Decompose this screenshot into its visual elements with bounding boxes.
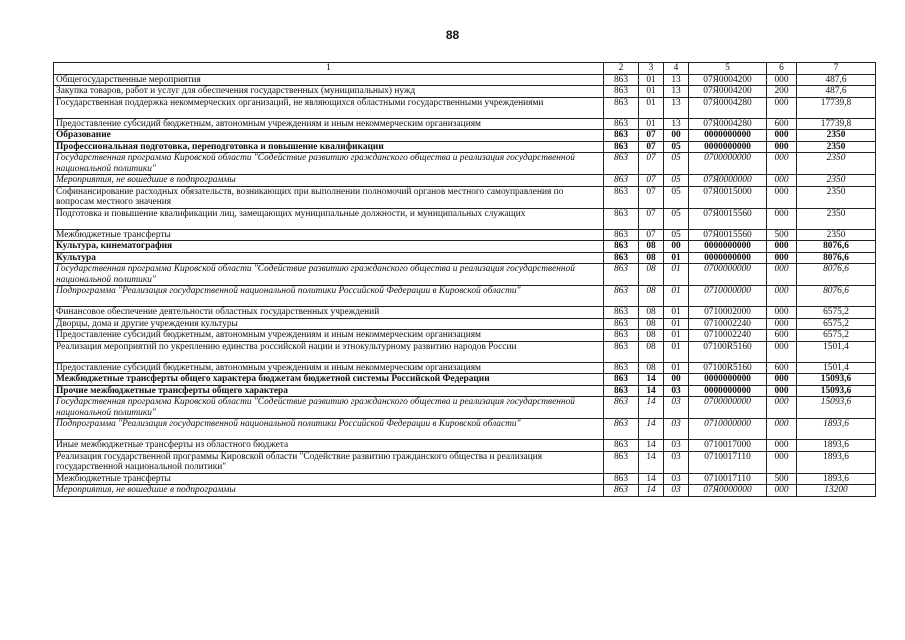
row-subsection-cell: 13	[664, 97, 689, 118]
row-name-cell: Прочие межбюджетные трансферты общего характера	[54, 385, 604, 397]
table-row	[54, 97, 876, 118]
table-row	[54, 362, 876, 374]
table-row	[54, 440, 876, 452]
row-code-cell: 863	[604, 252, 639, 264]
row-subsection-cell: 05	[664, 153, 689, 175]
row-code-cell: 863	[604, 473, 639, 485]
row-code-cell: 863	[604, 86, 639, 98]
row-subsection-cell: 03	[664, 385, 689, 397]
row-amount-cell: 17739,8	[797, 118, 876, 130]
row-code-cell: 863	[604, 264, 639, 286]
row-target-article-cell: 07Я0000000	[689, 485, 767, 497]
row-expense-type-cell: 000	[767, 153, 797, 175]
row-code-cell: 863	[604, 341, 639, 362]
row-code-cell: 863	[604, 97, 639, 118]
row-section-cell: 07	[639, 229, 664, 241]
row-name-cell: Подпрограмма "Реализация государственной национальной политики Российской Федерации в Кировской области"	[54, 419, 604, 440]
budget-table	[53, 62, 876, 497]
row-name-cell: Общегосударственные мероприятия	[54, 74, 604, 86]
row-section-cell: 14	[639, 485, 664, 497]
table-row	[54, 175, 876, 187]
row-expense-type-cell: 200	[767, 86, 797, 98]
row-subsection-cell: 05	[664, 186, 689, 208]
row-expense-type-cell: 000	[767, 97, 797, 118]
row-expense-type-cell: 600	[767, 330, 797, 342]
table-row	[54, 318, 876, 330]
row-subsection-cell: 01	[664, 286, 689, 307]
table-row	[54, 307, 876, 319]
row-target-article-cell: 07Я0004280	[689, 97, 767, 118]
row-subsection-cell: 03	[664, 419, 689, 440]
row-section-cell: 08	[639, 241, 664, 253]
row-subsection-cell: 05	[664, 175, 689, 187]
row-target-article-cell: 0700000000	[689, 153, 767, 175]
row-amount-cell: 2350	[797, 141, 876, 153]
row-subsection-cell: 01	[664, 307, 689, 319]
row-expense-type-cell: 000	[767, 141, 797, 153]
row-subsection-cell: 00	[664, 374, 689, 386]
header-col-4: 4	[664, 63, 689, 75]
row-amount-cell: 6575,2	[797, 318, 876, 330]
row-name-cell: Дворцы, дома и другие учреждения культуры	[54, 318, 604, 330]
row-expense-type-cell: 000	[767, 385, 797, 397]
row-name-cell: Образование	[54, 130, 604, 142]
row-subsection-cell: 05	[664, 229, 689, 241]
row-section-cell: 08	[639, 341, 664, 362]
row-code-cell: 863	[604, 419, 639, 440]
row-expense-type-cell: 000	[767, 208, 797, 229]
row-section-cell: 08	[639, 252, 664, 264]
row-expense-type-cell: 600	[767, 362, 797, 374]
row-name-cell: Финансовое обеспечение деятельности областных государственных учреждений	[54, 307, 604, 319]
row-code-cell: 863	[604, 241, 639, 253]
row-code-cell: 863	[604, 186, 639, 208]
row-amount-cell: 15093,6	[797, 374, 876, 386]
table-row	[54, 385, 876, 397]
row-target-article-cell: 07Я0004280	[689, 118, 767, 130]
row-subsection-cell: 13	[664, 74, 689, 86]
row-amount-cell: 1501,4	[797, 362, 876, 374]
page-number: 88	[445, 28, 460, 42]
row-expense-type-cell: 000	[767, 241, 797, 253]
row-section-cell: 01	[639, 74, 664, 86]
row-code-cell: 863	[604, 118, 639, 130]
row-subsection-cell: 00	[664, 241, 689, 253]
row-subsection-cell: 03	[664, 397, 689, 419]
table-row	[54, 252, 876, 264]
row-section-cell: 14	[639, 451, 664, 473]
row-section-cell: 07	[639, 141, 664, 153]
table-row	[54, 286, 876, 307]
row-subsection-cell: 01	[664, 252, 689, 264]
row-amount-cell: 6575,2	[797, 307, 876, 319]
row-section-cell: 08	[639, 362, 664, 374]
table-row	[54, 118, 876, 130]
row-expense-type-cell: 600	[767, 118, 797, 130]
row-target-article-cell: 0710000000	[689, 419, 767, 440]
row-target-article-cell: 0000000000	[689, 141, 767, 153]
row-expense-type-cell: 000	[767, 186, 797, 208]
row-expense-type-cell: 000	[767, 419, 797, 440]
row-code-cell: 863	[604, 440, 639, 452]
row-expense-type-cell: 000	[767, 74, 797, 86]
row-name-cell: Государственная программа Кировской области "Содействие развитию гражданского общества и реализация государственной национальной политики"	[54, 153, 604, 175]
row-amount-cell: 1501,4	[797, 341, 876, 362]
row-expense-type-cell: 000	[767, 252, 797, 264]
row-section-cell: 01	[639, 86, 664, 98]
row-amount-cell: 2350	[797, 208, 876, 229]
row-code-cell: 863	[604, 153, 639, 175]
row-expense-type-cell: 500	[767, 229, 797, 241]
row-expense-type-cell: 000	[767, 130, 797, 142]
header-col-2: 2	[604, 63, 639, 75]
row-amount-cell: 2350	[797, 153, 876, 175]
row-target-article-cell: 0710002240	[689, 318, 767, 330]
row-amount-cell: 8076,6	[797, 252, 876, 264]
table-row	[54, 419, 876, 440]
row-code-cell: 863	[604, 307, 639, 319]
row-subsection-cell: 03	[664, 451, 689, 473]
row-subsection-cell: 05	[664, 141, 689, 153]
row-name-cell: Закупка товаров, работ и услуг для обеспечения государственных (муниципальных) нужд	[54, 86, 604, 98]
row-section-cell: 07	[639, 208, 664, 229]
row-code-cell: 863	[604, 330, 639, 342]
row-amount-cell: 1893,6	[797, 419, 876, 440]
row-subsection-cell: 13	[664, 86, 689, 98]
row-expense-type-cell: 000	[767, 318, 797, 330]
row-name-cell: Предоставление субсидий бюджетным, автономным учреждениям и иным некоммерческим организациям	[54, 362, 604, 374]
row-code-cell: 863	[604, 141, 639, 153]
row-name-cell: Предоставление субсидий бюджетным, автономным учреждениям и иным некоммерческим организациям	[54, 330, 604, 342]
row-name-cell: Профессиональная подготовка, переподготовка и повышение квалификации	[54, 141, 604, 153]
header-col-6: 6	[767, 63, 797, 75]
row-name-cell: Подготовка и повышение квалификации лиц, замещающих муниципальные должности, и муниципальных служащих	[54, 208, 604, 229]
row-name-cell: Государственная поддержка некоммерческих организаций, не являющихся областными государственными учреждениями	[54, 97, 604, 118]
row-expense-type-cell: 000	[767, 264, 797, 286]
row-name-cell: Межбюджетные трансферты	[54, 473, 604, 485]
row-name-cell: Государственная программа Кировской области "Содействие развитию гражданского общества и реализация государственной национальной политики"	[54, 397, 604, 419]
table-row	[54, 130, 876, 142]
row-amount-cell: 1893,6	[797, 451, 876, 473]
row-code-cell: 863	[604, 397, 639, 419]
header-col-5: 5	[689, 63, 767, 75]
row-code-cell: 863	[604, 175, 639, 187]
row-target-article-cell: 0710017110	[689, 451, 767, 473]
row-code-cell: 863	[604, 485, 639, 497]
row-expense-type-cell: 000	[767, 397, 797, 419]
row-section-cell: 14	[639, 473, 664, 485]
row-section-cell: 08	[639, 307, 664, 319]
row-section-cell: 08	[639, 286, 664, 307]
row-section-cell: 07	[639, 153, 664, 175]
row-name-cell: Межбюджетные трансферты общего характера бюджетам бюджетной системы Российской Федерации	[54, 374, 604, 386]
row-subsection-cell: 00	[664, 130, 689, 142]
table-row	[54, 74, 876, 86]
row-target-article-cell: 0000000000	[689, 252, 767, 264]
row-target-article-cell: 0710000000	[689, 286, 767, 307]
row-expense-type-cell: 000	[767, 374, 797, 386]
row-code-cell: 863	[604, 229, 639, 241]
row-subsection-cell: 05	[664, 208, 689, 229]
row-target-article-cell: 0710002000	[689, 307, 767, 319]
row-code-cell: 863	[604, 318, 639, 330]
row-name-cell: Культура	[54, 252, 604, 264]
row-subsection-cell: 03	[664, 473, 689, 485]
row-expense-type-cell: 000	[767, 485, 797, 497]
row-section-cell: 14	[639, 440, 664, 452]
table-row	[54, 473, 876, 485]
row-expense-type-cell: 000	[767, 286, 797, 307]
row-section-cell: 14	[639, 397, 664, 419]
row-target-article-cell: 07Я0000000	[689, 175, 767, 187]
row-name-cell: Предоставление субсидий бюджетным, автономным учреждениям и иным некоммерческим организациям	[54, 118, 604, 130]
row-subsection-cell: 01	[664, 330, 689, 342]
table-row	[54, 451, 876, 473]
row-name-cell: Межбюджетные трансферты	[54, 229, 604, 241]
row-name-cell: Культура, кинематография	[54, 241, 604, 253]
row-subsection-cell: 01	[664, 264, 689, 286]
row-expense-type-cell: 000	[767, 440, 797, 452]
row-amount-cell: 6575,2	[797, 330, 876, 342]
row-target-article-cell: 0000000000	[689, 130, 767, 142]
header-col-1: 1	[54, 63, 604, 75]
row-amount-cell: 8076,6	[797, 286, 876, 307]
row-subsection-cell: 01	[664, 341, 689, 362]
row-target-article-cell: 07Я0015000	[689, 186, 767, 208]
row-target-article-cell: 0700000000	[689, 397, 767, 419]
row-amount-cell: 17739,8	[797, 97, 876, 118]
table-row	[54, 141, 876, 153]
row-name-cell: Мероприятия, не вошедшие в подпрограммы	[54, 485, 604, 497]
table-header-row	[54, 63, 876, 75]
table-row	[54, 86, 876, 98]
row-section-cell: 14	[639, 374, 664, 386]
row-subsection-cell: 13	[664, 118, 689, 130]
row-expense-type-cell: 000	[767, 175, 797, 187]
row-section-cell: 07	[639, 186, 664, 208]
table-row	[54, 264, 876, 286]
row-amount-cell: 8076,6	[797, 241, 876, 253]
row-code-cell: 863	[604, 74, 639, 86]
row-amount-cell: 2350	[797, 175, 876, 187]
table-row	[54, 186, 876, 208]
table-row	[54, 241, 876, 253]
row-amount-cell: 15093,6	[797, 397, 876, 419]
row-name-cell: Государственная программа Кировской области "Содействие развитию гражданского общества и реализация государственной национальной политики"	[54, 264, 604, 286]
row-amount-cell: 2350	[797, 229, 876, 241]
row-section-cell: 14	[639, 419, 664, 440]
row-code-cell: 863	[604, 374, 639, 386]
row-name-cell: Софинансирование расходных обязательств, возникающих при выполнении полномочий органов местного самоуправления по вопросам местного значения	[54, 186, 604, 208]
row-target-article-cell: 07Я0015560	[689, 229, 767, 241]
table-row	[54, 153, 876, 175]
row-amount-cell: 13200	[797, 485, 876, 497]
row-name-cell: Мероприятия, не вошедшие в подпрограммы	[54, 175, 604, 187]
row-section-cell: 01	[639, 97, 664, 118]
row-target-article-cell: 0000000000	[689, 385, 767, 397]
row-amount-cell: 487,6	[797, 74, 876, 86]
row-code-cell: 863	[604, 451, 639, 473]
row-amount-cell: 2350	[797, 130, 876, 142]
table-row	[54, 374, 876, 386]
row-code-cell: 863	[604, 208, 639, 229]
row-expense-type-cell: 000	[767, 451, 797, 473]
row-name-cell: Реализация мероприятий по укреплению единства российской нации и этнокультурному развитию народов России	[54, 341, 604, 362]
row-target-article-cell: 0000000000	[689, 241, 767, 253]
row-amount-cell: 15093,6	[797, 385, 876, 397]
row-target-article-cell: 0710017110	[689, 473, 767, 485]
row-code-cell: 863	[604, 130, 639, 142]
row-expense-type-cell: 000	[767, 341, 797, 362]
row-amount-cell: 1893,6	[797, 440, 876, 452]
table-row	[54, 485, 876, 497]
row-amount-cell: 8076,6	[797, 264, 876, 286]
row-section-cell: 08	[639, 264, 664, 286]
row-section-cell: 08	[639, 330, 664, 342]
row-subsection-cell: 03	[664, 485, 689, 497]
row-name-cell: Реализация государственной программы Кировской области "Содействие развитию гражданского общества и реализация государственной национальной политики"	[54, 451, 604, 473]
row-target-article-cell: 07Я0004200	[689, 86, 767, 98]
table-row	[54, 229, 876, 241]
row-amount-cell: 2350	[797, 186, 876, 208]
row-section-cell: 07	[639, 175, 664, 187]
table-row	[54, 330, 876, 342]
row-target-article-cell: 07Я0004200	[689, 74, 767, 86]
table-row	[54, 208, 876, 229]
row-section-cell: 01	[639, 118, 664, 130]
header-col-3: 3	[639, 63, 664, 75]
row-subsection-cell: 01	[664, 318, 689, 330]
table-row	[54, 397, 876, 419]
row-subsection-cell: 01	[664, 362, 689, 374]
row-expense-type-cell: 000	[767, 307, 797, 319]
row-target-article-cell: 0710002240	[689, 330, 767, 342]
row-subsection-cell: 03	[664, 440, 689, 452]
table-row	[54, 341, 876, 362]
row-code-cell: 863	[604, 385, 639, 397]
row-name-cell: Подпрограмма "Реализация государственной национальной политики Российской Федерации в Кировской области"	[54, 286, 604, 307]
row-section-cell: 14	[639, 385, 664, 397]
row-section-cell: 08	[639, 318, 664, 330]
row-code-cell: 863	[604, 286, 639, 307]
row-expense-type-cell: 500	[767, 473, 797, 485]
row-target-article-cell: 07100R5160	[689, 341, 767, 362]
row-target-article-cell: 0710017000	[689, 440, 767, 452]
row-amount-cell: 487,6	[797, 86, 876, 98]
row-code-cell: 863	[604, 362, 639, 374]
row-amount-cell: 1893,6	[797, 473, 876, 485]
row-section-cell: 07	[639, 130, 664, 142]
row-target-article-cell: 07Я0015560	[689, 208, 767, 229]
row-target-article-cell: 0700000000	[689, 264, 767, 286]
row-name-cell: Иные межбюджетные трансферты из областного бюджета	[54, 440, 604, 452]
row-target-article-cell: 07100R5160	[689, 362, 767, 374]
header-col-7: 7	[797, 63, 876, 75]
row-target-article-cell: 0000000000	[689, 374, 767, 386]
